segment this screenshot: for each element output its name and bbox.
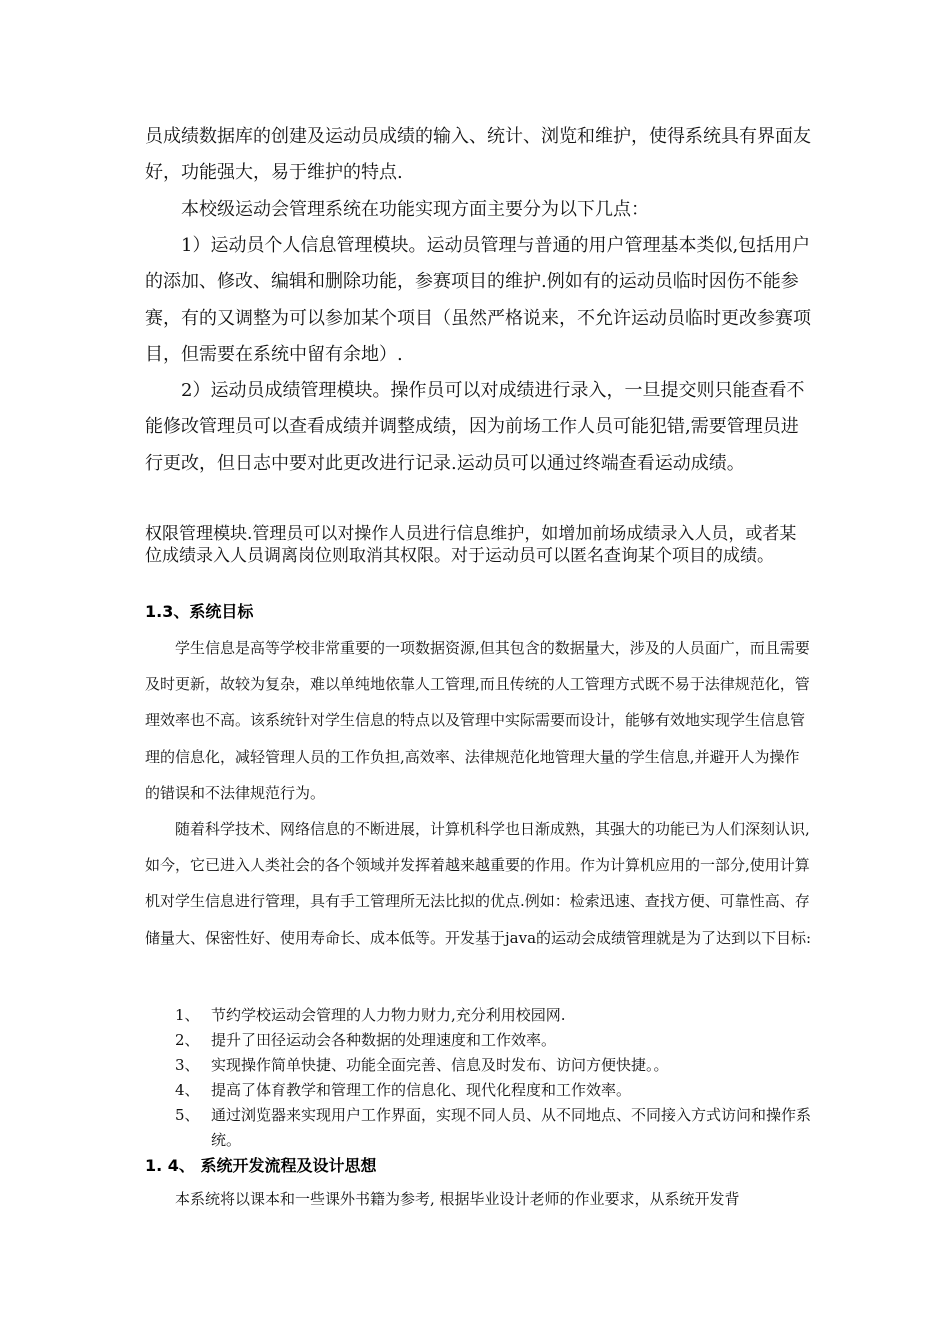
paragraph-point-1: 1）运动员个人信息管理模块。运动员管理与普通的用户管理基本类似,包括用户的添加、修改、编辑和删除功能，参赛项目的维护.例如有的运动员临时因伤不能参赛，有的又调整为可以参加某个项目（虽然严格说来，不允许运动员临时更改参赛项目，但需要在系统中留有余地）.	[145, 235, 811, 365]
paragraph-point-2: 2）运动员成绩管理模块。操作员可以对成绩进行录入，一旦提交则只能查看不能修改管理员可以查看成绩并调整成绩，因为前场工作人员可能犯错,需要管理员进行更改，但日志中要对此更改进行记录.运动员可以通过终端查看运动成绩。	[145, 380, 805, 474]
heading-dev-process: 1. 4、 系统开发流程及设计思想	[145, 1156, 377, 1175]
list-item	[175, 1028, 815, 1053]
list-item-number: 1、	[175, 1006, 200, 1024]
list-item-text: 节约学校运动会管理的人力物力财力,充分利用校园网.	[211, 1006, 566, 1024]
paragraph-goal-2: 随着科学技术、网络信息的不断进展，计算机科学也日渐成熟，其强大的功能已为人们深刻认识,如今，它已进入人类社会的各个领域并发挥着越来越重要的作用。作为计算机应用的一部分,使用计算机对学生信息进行管理，具有手工管理所无法比拟的优点.例如：检索迅速、查找方便、可靠性高、存储量大、保密性好、使用寿命长、成本低等。开发基于java的运动会成绩管理就是为了达到以下目标:	[145, 820, 812, 947]
paragraph-main-points: 本校级运动会管理系统在功能实现方面主要分为以下几点：	[181, 199, 649, 220]
paragraph-point-3: 权限管理模块.管理员可以对操作人员进行信息维护，如增加前场成绩录入人员，或者某位成绩录入人员调离岗位则取消其权限。对于运动员可以匿名查询某个项目的成绩。	[145, 524, 797, 566]
list-item	[175, 1078, 815, 1103]
list-item-number: 2、	[175, 1031, 200, 1049]
list-item-text: 提升了田径运动会各种数据的处理速度和工作效率。	[211, 1031, 557, 1049]
list-item-number: 3、	[175, 1056, 200, 1074]
list-item-text: 通过浏览器来实现用户工作界面，实现不同人员、从不同地点、不同接入方式访问和操作系统。	[211, 1106, 812, 1149]
list-item	[175, 1103, 815, 1153]
heading-system-goals: 1.3、系统目标	[145, 602, 254, 621]
list-item-text: 实现操作简单快捷、功能全面完善、信息及时发布、访问方便快捷。。	[211, 1056, 669, 1074]
list-item-number: 4、	[175, 1081, 200, 1099]
list-item-number: 5、	[175, 1106, 200, 1124]
list-item	[175, 1003, 815, 1028]
list-item-text: 提高了体育教学和管理工作的信息化、现代化程度和工作效率。	[211, 1081, 632, 1099]
paragraph-goal-1: 学生信息是高等学校非常重要的一项数据资源,但其包含的数据量大，涉及的人员面广，而且需要及时更新，故较为复杂，难以单纯地依靠人工管理,而且传统的人工管理方式既不易于法律规范化，管理效率也不高。该系统针对学生信息的特点以及管理中实际需要而设计，能够有效地实现学生信息管理的信息化，减轻管理人员的工作负担,高效率、法律规范化地管理大量的学生信息,并避开人为操作的错误和不法律规范行为。	[145, 639, 810, 802]
list-item	[175, 1053, 815, 1078]
paragraph-dev: 本系统将以课本和一些课外书籍为参考, 根据毕业设计老师的作业要求，从系统开发背	[175, 1190, 740, 1208]
paragraph-intro-tail: 员成绩数据库的创建及运动员成绩的输入、统计、浏览和维护，使得系统具有界面友好，功能强大，易于维护的特点.	[145, 126, 811, 184]
